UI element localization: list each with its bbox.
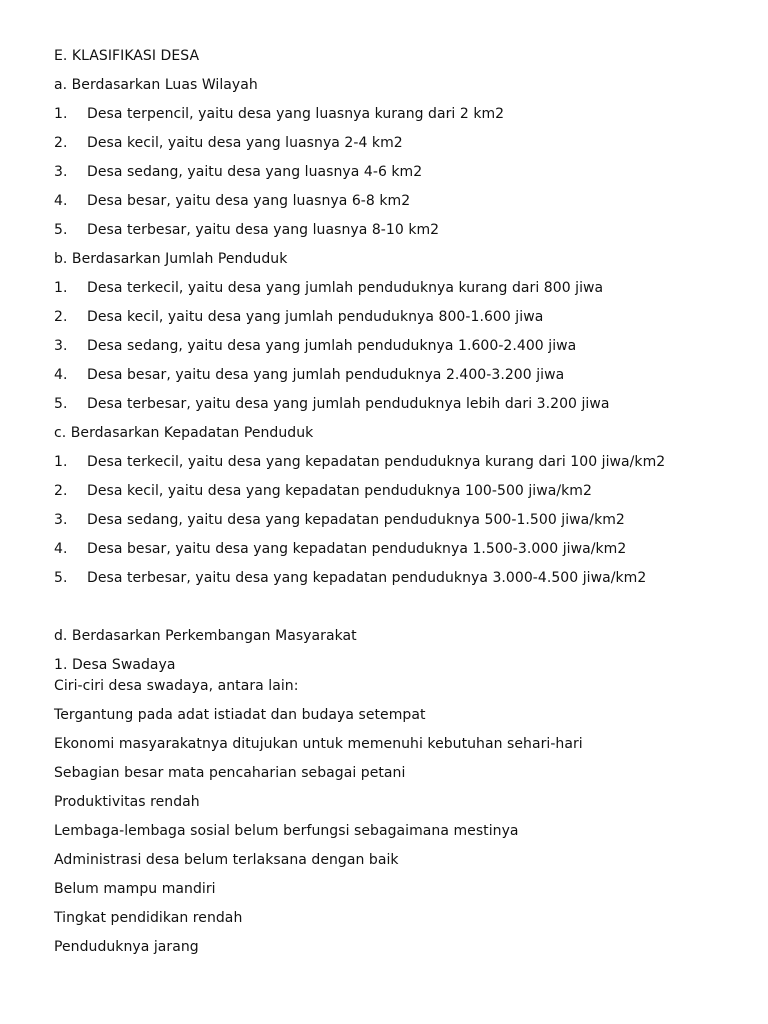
list-item-text: Desa terbesar, yaitu desa yang luasnya 8-10 km2	[87, 222, 440, 238]
section-b-title: b. Berdasarkan Jumlah Penduduk	[54, 251, 288, 267]
list-item-number: 5.	[54, 396, 68, 412]
section-d-title: d. Berdasarkan Perkembangan Masyarakat	[54, 628, 357, 644]
trait-item: Ekonomi masyarakatnya ditujukan untuk memenuhi kebutuhan sehari-hari	[54, 736, 583, 752]
list-item-number: 1.	[54, 106, 68, 122]
section-c-title: c. Berdasarkan Kepadatan Penduduk	[54, 425, 314, 441]
trait-item: Tingkat pendidikan rendah	[54, 910, 243, 926]
list-item-number: 1.	[54, 454, 68, 470]
list-item	[54, 569, 754, 587]
list-item	[54, 337, 754, 355]
trait-item: Sebagian besar mata pencaharian sebagai petani	[54, 765, 406, 781]
trait-item: Lembaga-lembaga sosial belum berfungsi sebagaimana mestinya	[54, 823, 519, 839]
list-item-text: Desa terbesar, yaitu desa yang kepadatan penduduknya 3.000-4.500 jiwa/km2	[87, 570, 647, 586]
list-item	[54, 540, 754, 558]
list-item	[54, 366, 754, 384]
list-item-text: Desa kecil, yaitu desa yang jumlah penduduknya 800-1.600 jiwa	[87, 309, 544, 325]
section-d-subtitle: 1. Desa Swadaya	[54, 657, 176, 673]
trait-item: Tergantung pada adat istiadat dan budaya setempat	[54, 707, 426, 723]
list-item-text: Desa sedang, yaitu desa yang jumlah penduduknya 1.600-2.400 jiwa	[87, 338, 577, 354]
list-item	[54, 482, 754, 500]
list-item-number: 3.	[54, 164, 68, 180]
list-item	[54, 105, 754, 123]
list-item	[54, 308, 754, 326]
list-item	[54, 221, 754, 239]
trait-item: Belum mampu mandiri	[54, 881, 216, 897]
list-item	[54, 395, 754, 413]
list-item-text: Desa besar, yaitu desa yang luasnya 6-8 km2	[87, 193, 411, 209]
list-item	[54, 511, 754, 529]
section-d-intro: Ciri-ciri desa swadaya, antara lain:	[54, 678, 299, 694]
list-item	[54, 453, 754, 471]
list-item	[54, 192, 754, 210]
list-item	[54, 163, 754, 181]
list-item-text: Desa besar, yaitu desa yang jumlah penduduknya 2.400-3.200 jiwa	[87, 367, 565, 383]
list-item-text: Desa terbesar, yaitu desa yang jumlah penduduknya lebih dari 3.200 jiwa	[87, 396, 610, 412]
list-item-text: Desa sedang, yaitu desa yang kepadatan penduduknya 500-1.500 jiwa/km2	[87, 512, 625, 528]
list-item-number: 4.	[54, 541, 68, 557]
document-heading: E. KLASIFIKASI DESA	[54, 48, 200, 64]
list-item-text: Desa kecil, yaitu desa yang luasnya 2-4 km2	[87, 135, 403, 151]
list-item-text: Desa kecil, yaitu desa yang kepadatan penduduknya 100-500 jiwa/km2	[87, 483, 592, 499]
list-item-number: 5.	[54, 570, 68, 586]
list-item-number: 2.	[54, 309, 68, 325]
section-a-title: a. Berdasarkan Luas Wilayah	[54, 77, 258, 93]
list-item-text: Desa terkecil, yaitu desa yang jumlah penduduknya kurang dari 800 jiwa	[87, 280, 604, 296]
list-item-number: 5.	[54, 222, 68, 238]
list-item-number: 4.	[54, 193, 68, 209]
list-item-text: Desa terkecil, yaitu desa yang kepadatan penduduknya kurang dari 100 jiwa/km2	[87, 454, 666, 470]
list-item-text: Desa sedang, yaitu desa yang luasnya 4-6 km2	[87, 164, 423, 180]
trait-item: Penduduknya jarang	[54, 939, 199, 955]
list-item-number: 3.	[54, 338, 68, 354]
list-item	[54, 134, 754, 152]
list-item	[54, 279, 754, 297]
trait-item: Administrasi desa belum terlaksana dengan baik	[54, 852, 399, 868]
list-item-number: 3.	[54, 512, 68, 528]
list-item-number: 2.	[54, 135, 68, 151]
trait-item: Produktivitas rendah	[54, 794, 200, 810]
list-item-number: 2.	[54, 483, 68, 499]
list-item-text: Desa terpencil, yaitu desa yang luasnya kurang dari 2 km2	[87, 106, 505, 122]
list-item-number: 1.	[54, 280, 68, 296]
list-item-text: Desa besar, yaitu desa yang kepadatan penduduknya 1.500-3.000 jiwa/km2	[87, 541, 627, 557]
list-item-number: 4.	[54, 367, 68, 383]
